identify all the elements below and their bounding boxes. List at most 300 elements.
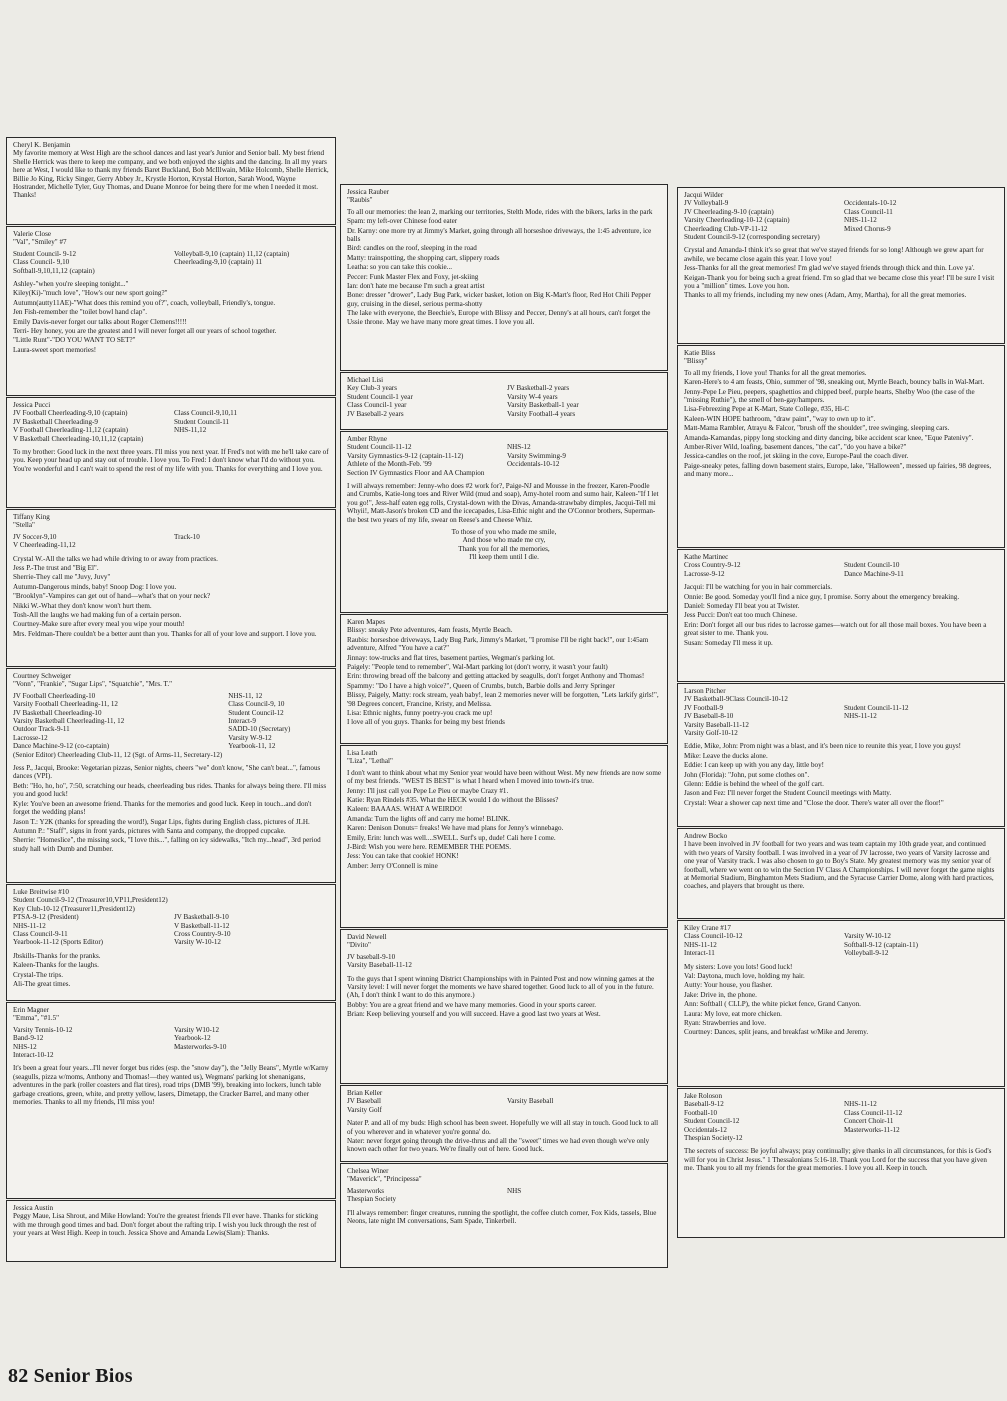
bio-text: Val: Daytona, much love, holding my hair. — [684, 972, 805, 981]
bio-text: Ian: don't hate me because I'm such a great artist — [347, 282, 485, 291]
activities-list — [684, 561, 998, 578]
activities-list — [13, 896, 329, 946]
activity-item: Thespian Society — [347, 1195, 397, 1204]
bio-text: Kiley(Ki)-"much love", "How's our new sport going?" — [13, 289, 168, 298]
activity-item: Varsity Golf-10-12 — [684, 729, 738, 738]
activity-item — [844, 721, 998, 729]
activity-item — [174, 1051, 329, 1059]
activity-item: NHS-11, 12 — [228, 691, 263, 700]
student-nickname: "Stella" — [13, 521, 35, 530]
bio-box — [340, 184, 668, 371]
activity-item: NHS-11-12 — [13, 921, 46, 930]
student-name: Amber Rhyne — [347, 435, 387, 443]
bio-box — [677, 187, 1005, 344]
bio-text: Matty: trainspotting, the shopping cart, slippery roads — [347, 253, 500, 262]
bio-box — [340, 745, 668, 928]
activity-item: Varsity Golf — [347, 1105, 382, 1114]
bio-text: Amber: Jerry O'Connell is mine — [347, 861, 438, 870]
student-name: David Newell — [347, 933, 387, 941]
activity-item: Thespian Society-12 — [684, 1134, 743, 1143]
bio-text: Brian: Keep believing yourself and you will succeed. Have a good last two years at West. — [347, 1010, 601, 1019]
bio-text: Nater P. and all of my buds: High school has been sweet. Hopefully we will all stay in touch. Good luck to all of you wherever and in whatever you're gonna' do. — [347, 1119, 659, 1136]
bio-text: My sisters: Love you lots! Good luck! — [684, 962, 793, 971]
activity-item: Student Council-1 year — [347, 392, 413, 401]
activity-item: Varsity Football-4 years — [507, 409, 576, 418]
activity-item: Softball-9-12 (captain-11) — [844, 940, 918, 949]
student-name: Erin Magner — [13, 1006, 50, 1014]
activity-item: Volleyball-9-12 — [844, 949, 889, 958]
activity-item: Student Council-11 — [174, 417, 230, 426]
bio-text: Kaleen: BAAAAS. WHAT A WEIRDO! — [347, 805, 463, 814]
activity-item: JV Baseball-8-10 — [684, 712, 734, 721]
activity-item: Yearbook-11, 12 — [228, 742, 276, 751]
bio-text: Eddie: I can keep up with you any day, little boy! — [684, 761, 824, 770]
bio-box — [6, 397, 336, 508]
activity-item — [174, 541, 329, 549]
activity-item: Occidentals-12 — [684, 1125, 727, 1134]
activity-item — [507, 953, 661, 961]
student-name: Valerie Close — [13, 230, 52, 238]
activity-item — [174, 267, 329, 275]
activity-item: JV Basketball-9Class Council-10-12 — [684, 695, 788, 704]
activity-item: Varsity Baseball — [507, 1097, 554, 1106]
bio-text: I'll always remember: finger creatures, running the spotlight, the coffee clutch corner, Fox Kids, tassels, Blue Neons, late night IM conversations, Sam Spade, Tinkerbell. — [347, 1208, 657, 1226]
bio-text: Courtney: Dances, split jeans, and breakfast w/Mike and Jeremy. — [684, 1028, 869, 1037]
bio-text: Crystal W.-All the talks we had while driving to or away from practices. — [13, 554, 218, 563]
student-name: Karen Mapes — [347, 618, 386, 626]
bio-text: Ashley-"when you're sleeping tonight..." — [13, 280, 129, 289]
activity-item: Student Council-10 — [844, 561, 900, 570]
activity-item: Class Council-9, 10 — [228, 700, 285, 709]
activity-item: Occidentals-10-12 — [844, 199, 897, 208]
bio-text: Jenny: I'll just call you Pepe Le Pieu or maybe Crazy #1. — [347, 786, 509, 795]
bio-box — [6, 226, 336, 396]
poem — [347, 528, 661, 562]
activity-item: Cross Country-9-10 — [174, 930, 231, 939]
activity-item: Lacrosse-9-12 — [684, 569, 725, 578]
bio-box — [677, 345, 1005, 548]
bio-text: J-Bird: Wish you were here. REMEMBER THE POEMS. — [347, 843, 511, 852]
activity-item: NHS — [507, 1186, 522, 1195]
activity-item — [507, 469, 661, 477]
bio-text: Erin: Don't forget all our bus rides to lacrosse games—watch out for all those mail boxes. You have been a great sister to me. Thank you. — [684, 620, 987, 638]
bio-text: Jbskills-Thanks for the pranks. — [13, 951, 101, 960]
bio-text: It's been a great four years...I'll never forget bus rides (esp. the "snow day"), the "Jelly Beans", Myrtle w/Karny (seagulls, pizza w/moms, Anthony and Thomas!—they wanted us), Wegmans' parking lot shenanigans, adventures in the park (roller coasters and flat tires), road trips (DMB '99), breaking into lockers, lunch table garbage creations, green, white, and pretty yellow, lasers, Dimetapp, the Cracker Barrel, and many other memories. Thanks to all my friends, I'll miss you! — [13, 1064, 329, 1107]
activities-list — [13, 533, 329, 550]
student-name: Larson Pitcher — [684, 687, 726, 695]
student-nickname: "Emma", "#1.5" — [13, 1014, 60, 1023]
activity-item: Yearbook-11-12 (Sports Editor) — [13, 938, 104, 947]
activity-item: Track-10 — [174, 532, 200, 541]
bio-box — [6, 884, 336, 1001]
activity-item: Varsity Basketball Cheerleading-11, 12 — [13, 717, 125, 726]
student-name: Kiley Crane #17 — [684, 924, 731, 932]
poem-line: Thank you for all the memories, — [458, 544, 550, 553]
activity-item: JV Football-9 — [684, 703, 724, 712]
activity-item: Varsity Tennis-10-12 — [13, 1025, 73, 1034]
activity-item: Class Council-10-12 — [684, 932, 743, 941]
student-name: Michael Lisi — [347, 376, 384, 384]
bio-text: Susan: Someday I'll mess it up. — [684, 638, 773, 647]
bio-text: Glenn: Eddie is behind the wheel of the golf cart. — [684, 780, 824, 789]
activity-item — [844, 695, 998, 703]
activity-item: Cheerleading Club-VP-11-12 — [684, 224, 768, 233]
activity-item: Varsity Baseball-11-12 — [347, 961, 412, 970]
activity-item: Student Council-9-12 (corresponding secretary) — [684, 233, 820, 242]
bio-text: Bobby: You are a great friend and we have many memories. Good in your sports career. — [347, 1000, 597, 1009]
activity-item: JV Baseball-2 years — [347, 409, 404, 418]
bio-text: Jess-Thanks for all the great memories! I'm glad we've stayed friends through thick and thin. Love ya'. — [684, 264, 975, 273]
bio-text: Crystal: Wear a shower cap next time and "Close the door. There's water all over the floor!" — [684, 798, 944, 807]
bio-text: Spam: my left-over Chinese food eater — [347, 217, 458, 226]
bio-text: Kaleen-Thanks for the laughs. — [13, 961, 99, 970]
activity-item: PTSA-9-12 (President) — [13, 913, 79, 922]
activities-list — [684, 1100, 998, 1142]
bio-text: Tosh-All the laughs we had making fun of a certain person. — [13, 611, 182, 620]
bio-box — [6, 1002, 336, 1199]
activities-list — [347, 953, 661, 970]
bio-text: Raubis: horseshoe driveways, Lady Bug Park, Jimmy's Market, "I promise I'll be right back!", our 1:45am adventure, Alfred "You have a cat?" — [347, 635, 649, 653]
activity-item — [228, 751, 329, 759]
bio-text: Lisa: Ethnic nights, funny poetry-you crack me up! — [347, 709, 493, 718]
activity-item: Athlete of the Month-Feb. '99 — [347, 460, 432, 469]
bio-box — [677, 683, 1005, 827]
bio-text: Katie: Ryan Rindels #35. What the HECK would I do without the Blisses? — [347, 796, 559, 805]
student-name: Jacqui Wilder — [684, 191, 724, 199]
activity-item: NHS-12 — [507, 443, 531, 452]
bio-text: Sherrie: "Homeslice", the missing sock, "I love this...", falling on icy sidewalks, "Itch my...head", 3rd period study hall with Dumb and Dumber. — [13, 836, 321, 853]
activities-list — [347, 384, 661, 418]
student-nickname: "Raubis" — [347, 196, 373, 205]
bio-text: Ali-The great times. — [13, 980, 71, 989]
bio-text: Leatha: so you can take this cookie... — [347, 263, 452, 272]
activity-item: Student Council-12 — [684, 1117, 740, 1126]
activities-list — [684, 199, 998, 241]
bio-text: Onnie: Be good. Someday you'll find a nice guy, I promise. Sorry about the emergency breaking. — [684, 592, 960, 601]
student-nickname: "Liza", "Lethal" — [347, 757, 393, 766]
bio-box — [677, 920, 1005, 1087]
bio-text: Amanda: Turn the lights off and carry me home! BLINK. — [347, 814, 510, 823]
bio-text: My favorite memory at West High are the school dances and last year's Junior and Senior ball. My best friend Shelle Herrick was there to keep me company, and we both enjoyed the sights and the dancing. In all my years here at West, I would like to thank my friends Baret Buckland, Bob McIllwain, Mike Holcomb, Shelle Herrick, Billie Jo King, Ricky Singer, Gerry Abbey Jr., Krystle Horton, Krystal Horton, Sarah Wood, Wayne Hostrander, Michelle Tyler, Guy Thomas, and Duane Monroe for being there for me when I needed it most. Thanks! — [13, 149, 329, 200]
bio-text: Laura-sweet sport memories! — [13, 345, 97, 354]
poem-line: I'll keep them until I die. — [469, 553, 539, 562]
activity-item: Key Club-10-12 (Treasurer11,President12) — [13, 904, 135, 913]
activity-item — [507, 1195, 661, 1203]
activity-item: JV baseball-9-10 — [347, 952, 396, 961]
activity-item: V Cheerleading-11,12 — [13, 541, 76, 550]
bio-text: Amanda-Kamandas, pippy long stocking and dirty dancing, bike accident scar knee, "Eque Patenivy". — [684, 433, 974, 442]
bio-text: Thanks to all my friends, including my new ones (Adam, Amy, Martha), for all the great memories. — [684, 291, 967, 300]
student-nickname: "Vonn", "Frankie", "Sugar Lips", "Squatchie", "Mrs. T." — [13, 680, 172, 689]
activity-item: Key Club-3 years — [347, 384, 398, 393]
student-nickname: "Divito" — [347, 941, 371, 950]
activity-item: Lacrosse-12 — [13, 733, 48, 742]
activity-item: Varsity Basketball-1 year — [507, 401, 579, 410]
activity-item: (Senior Editor) Cheerleading Club-11, 12 (Sgt. of Arms-11, Secretary-12) — [13, 750, 223, 759]
activity-item — [844, 729, 998, 737]
student-name: Courtney Schweiger — [13, 672, 72, 680]
activities-list — [684, 695, 998, 737]
bio-text: Bird: candles on the roof, sleeping in the road — [347, 244, 477, 253]
bio-box — [6, 509, 336, 667]
bio-text: Daniel: Someday I'll beat you at Twister. — [684, 602, 800, 611]
activity-item: NHS-11-12 — [684, 940, 717, 949]
activity-item: Cross Country-9-12 — [684, 561, 741, 570]
bio-text: Jason and Fez: I'll never forget the Student Council meetings with Matty. — [684, 789, 892, 798]
student-name: Andrew Bocko — [684, 832, 728, 840]
student-name: Jake Roloson — [684, 1092, 723, 1100]
activity-item — [844, 233, 998, 241]
bio-text: Emily Davis-never forget our talks about Roger Clemens!!!!! — [13, 317, 187, 326]
bio-text: I love all of you guys. Thanks for being my best friends — [347, 718, 505, 727]
activity-item: Occidentals-10-12 — [507, 460, 560, 469]
bio-text: Jess P.-The trust and "Big El". — [13, 564, 99, 573]
activities-list — [13, 692, 329, 759]
bio-box — [340, 1163, 668, 1268]
bio-text: The secrets of success: Be joyful always; pray continually; give thanks in all circumstances, for this is God's will for you in Christ Jesus." 1 Thessalonians 5:16-18. Thank you Lord for the success that you have given me. Thank you to all my friends for the great memories. I love you all. Keep in touch. — [684, 1147, 992, 1173]
bio-text: I have been involved in JV football for two years and was team captain my 10th grade year, and continued with two years of Varsity football. I was involved in a year of JV lacrosse, two years of Varsity lacrosse and one year of Varsity track. I was also chosen to go to Boy's State. My greatest memory was my senior year of football, where we went on to win the Section IV Class A Championships. I will never forget the game nights at Memorial Stadium, Binghamton Mets Stadium, and the Syracuse Carrier Dome, along with hard practices, coaches, and players that brought us there. — [684, 840, 995, 891]
activity-item: Class Council-1 year — [347, 401, 407, 410]
activity-item — [174, 435, 329, 443]
student-name: Cheryl K. Benjamin — [13, 141, 71, 149]
bio-text: I will always remember: Jenny-who does #2 work for?, Paige-NJ and Mousse in the freezer, Karen-Poodle and Crumbs, Katie-long toes and River Wild (mud and soap), Amy-hotel room and sumo hair, Kaleen-"If I let you go!", Jess-half eaten egg rolls, Crystal-down with the Divas, Amanda-strawbaby dimples, Jacqui-Tell mi Whyii!, Matt-Jason's broken CD and the icecapades, Lisa-Ethic night and the O'Connor brothers, Superman-the best two years of my life, swear on Reese's and Cheese Whiz. — [347, 482, 659, 524]
activity-item: Varsity W-9-12 — [228, 733, 272, 742]
activity-item — [844, 1134, 998, 1142]
bio-text: Nikki W.-What they don't know won't hurt them. — [13, 601, 152, 610]
activity-item: Student Council-11-12 — [844, 703, 909, 712]
activity-item: Varsity Swimming-9 — [507, 451, 566, 460]
bio-text: Blissy, Paigely, Matty: rock stream, yeah baby!, lean 2 memories never will be forgotten, "Lets larkify girls!", '98 Degrees concert, Francine, Kristy, and Melissa. — [347, 691, 659, 708]
student-nickname: "Maverick", "Principessa" — [347, 1175, 422, 1184]
bio-box — [340, 614, 668, 744]
bio-text: "Little Runt"-"DO YOU WANT TO SET?" — [13, 336, 136, 345]
bio-text: I don't want to think about what my Senior year would have been without West. My new friends are now some of my best friends. "WEST IS BEST" is what I heard when I moved into town-it's true. — [347, 768, 662, 786]
bio-box — [677, 1088, 1005, 1238]
activity-item: JV Basketball Cheerleading-9 — [13, 417, 98, 426]
bio-text: Karen-Here's to 4 am feasts, Ohio, summer of '98, sneaking out, Myrtle Beach, bouncy balls in Wal-Mart. — [684, 378, 985, 387]
student-name: Lisa Leath — [347, 749, 378, 757]
bio-text: Nater: never forget going through the drive-thrus and all the "sweet" times we had even though we've only known each other for two years. We're finally out of here. Good luck. — [347, 1137, 650, 1154]
bio-text: Beth: "Ho, ho, ho", 7:50, scratching our heads, cheerleading bus rides. Thanks for always being there. I'll miss you and good luck! — [13, 781, 327, 799]
bio-box — [340, 929, 668, 1084]
activity-item: Baseball-9-12 — [684, 1100, 724, 1109]
activity-item: Student Council-11-12 — [347, 443, 412, 452]
activity-item: Masterworks-9-10 — [174, 1042, 227, 1051]
activity-item — [174, 905, 329, 913]
activity-item: Varsity Cheerleading-10-12 (captain) — [684, 216, 790, 225]
student-nickname: "Blissy" — [684, 357, 708, 366]
page-title: 82 Senior Bios — [8, 1365, 133, 1387]
activity-item: JV Basketball-9-10 — [174, 913, 229, 922]
activity-item: Class Council- 9,10 — [13, 258, 70, 267]
bio-text: Erin: throwing bread off the balcony and getting attacked by seagulls, don't forget Anthony and Thomas! — [347, 672, 645, 681]
bio-text: Amber-River Wild, loafing, basement dances, "the cat", "do you have a bike?" — [684, 443, 907, 452]
bio-text: Peccer: Funk Master Flex and Foxy, jet-skiing — [347, 272, 479, 281]
activity-item: Varsity Football Cheerleading-11, 12 — [13, 700, 118, 709]
bio-text: "Brooklyn"-Vampires can get out of hand—what's that on your neck? — [13, 592, 211, 601]
bio-text: Kaleen-WIN HOPE bathroom, "draw paint", "way to own up to it". — [684, 414, 876, 423]
activity-item: NHS-11-12 — [844, 216, 877, 225]
activity-item: Dance Machine-9-12 (co-captain) — [13, 742, 110, 751]
activity-item: JV Football Cheerleading-10 — [13, 691, 96, 700]
activity-item: JV Basketball-2 years — [507, 384, 570, 393]
bio-text: To all my friends, I love you! Thanks for all the great memories. — [684, 368, 867, 377]
student-name: Tiffany King — [13, 513, 50, 521]
student-name: Brian Keller — [347, 1089, 383, 1097]
activity-item: Concert Choir-11 — [844, 1117, 894, 1126]
bio-text: Kyle: You've been an awesome friend. Thanks for the memories and good luck. Keep in touch...and don't forget the wedding plans! — [13, 799, 312, 817]
activity-item: JV Football Cheerleading-9,10 (captain) — [13, 409, 128, 418]
bio-text: Sherrie-They call me "Juvy, Juvy" — [13, 573, 111, 582]
bio-text: Autumn P.: "Staff", signs in front yards, pictures with Santa and company, the dropped cupcake. — [13, 826, 286, 835]
activity-item: Class Council-11 — [844, 207, 893, 216]
bio-text: Jen Fish-remember the "toilet bowl hand clap". — [13, 308, 148, 317]
poem-line: To those of you who made me smile, — [451, 528, 557, 537]
poem-line: And those who made me cry, — [462, 536, 546, 545]
activity-item: Varsity W10-12 — [174, 1025, 219, 1034]
bio-text: Jess Pucci: Don't eat too much Chinese. — [684, 611, 797, 620]
bio-text: Dr. Karny: one more try at Jimmy's Market, going through all horseshoe driveways, the 1:45 adventure, ice balls — [347, 226, 652, 244]
bio-text: Ryan: Strawberries and love. — [684, 1019, 767, 1028]
bio-box — [340, 431, 668, 613]
activities-list — [684, 932, 998, 957]
activity-item — [507, 961, 661, 969]
bio-text: Emily, Erin: lunch was well....SWELL. Surf's up, dude! Cali here I come. — [347, 833, 556, 842]
bio-text: The lake with everyone, the Beechie's, Europe with Blissy and Peccer, Denny's at all hours, can't forget the Ussie throne. May we have many more great times. I love you all. — [347, 309, 651, 326]
bio-box — [677, 828, 1005, 919]
bio-text: Courtney-Make sure after every meal you wipe your mouth! — [13, 620, 185, 629]
activity-item — [174, 896, 329, 904]
activity-item: Class Council-11-12 — [844, 1108, 903, 1117]
bio-text: Spammy: "Do I have a high voice?", Queen of Crumbs, butch, Barbie dolls and Jerry Springer — [347, 681, 615, 690]
activity-item: Varsity Baseball-11-12 — [684, 720, 749, 729]
bio-text: Mrs. Feldman-There couldn't be a better aunt than you. Thanks for all of your love and support. I love you. — [13, 629, 317, 638]
activity-item: JV Cheerleading-9-10 (captain) — [684, 207, 774, 216]
activity-item: JV Soccer-9,10 — [13, 532, 57, 541]
activity-item: Interact-11 — [684, 949, 715, 958]
activity-item: NHS-12 — [13, 1042, 37, 1051]
bio-text: Jess: You can take that cookie! HONK! — [347, 852, 459, 861]
activity-item: Section IV Gymnastics Floor and AA Champion — [347, 468, 485, 477]
bio-box — [340, 1085, 668, 1162]
bio-text: Crystal-The trips. — [13, 970, 64, 979]
bio-text: Autumn(autty11AE)-"What does this remind you of?", coach, volleyball, Friendly's, tongue. — [13, 298, 276, 307]
activity-item: SADD-10 (Secretary) — [228, 725, 291, 734]
activity-item: Interact-10-12 — [13, 1051, 54, 1060]
activity-item: Mixed Chorus-9 — [844, 224, 891, 233]
activity-item: Softball-9,10,11,12 (captain) — [13, 266, 95, 275]
student-name: Jessica Pucci — [13, 401, 51, 409]
bio-text: Jason T.: Y2K (thanks for spreading the word!), Sugar Lips, fights during English class, pictures of JLH. — [13, 817, 310, 826]
bio-text: Jacqui: I'll be watching for you in hair commercials. — [684, 583, 833, 592]
activity-item: Student Council- 9-12 — [13, 249, 77, 258]
bio-text: To all our memories: the lean 2, marking our territories, Stelth Mode, rides with the bikers, larks in the park — [347, 207, 653, 216]
bio-text: Bone: dresser "drower", Lady Bug Park, wicker basket, lotion on Big K-Mart's floor, Red Hot Chili Pepper guy, cruising in the diesel, serious perma-shotty — [347, 291, 651, 308]
activity-item: Dance Machine-9-11 — [844, 569, 904, 578]
activity-item: Varsity W-4 years — [507, 392, 558, 401]
bio-text: Peggy Maue, Lisa Shrout, and Mike Howland: You're the greatest friends I'll ever have. Thanks for sticking with me through good times and bad. Don't forget about the rafting trip. I wish you luck through the rest of your years at West High. Keep in touch. Jessica Shove and Amanda Lewis(Slam): Thanks. — [13, 1212, 319, 1238]
activity-item: Masterworks-11-12 — [844, 1125, 900, 1134]
activities-list — [347, 1187, 661, 1204]
bio-text: Crystal and Amanda-I think it's so great that we've stayed friends for so long! Although we grew apart for awhile, we became close again this year. I love you! — [684, 246, 984, 263]
bio-text: Ann: Softball ( CLLP), the white picket fence, Grand Canyon. — [684, 1000, 861, 1009]
activity-item: Varsity W-10-12 — [844, 932, 891, 941]
activity-item: V Football Cheerleading-11,12 (captain) — [13, 426, 129, 435]
activities-list — [13, 250, 329, 275]
bio-text: Blissy: sneaky Pete adventures, 4am feasts, Myrtle Beach. — [347, 626, 513, 635]
activity-item: Cheerleading-9,10 (captain) 11 — [174, 258, 263, 267]
student-nickname: "Val", "Smiley" #7 — [13, 238, 67, 247]
bio-text: Mike: Leave the ducks alone. — [684, 751, 768, 760]
bio-text: To my brother: Good luck in the next three years. I'll miss you next year. If Fred's not with me he'll take care of you. Keep your head up and stay out of trouble. I love you. To Fred: I don't know what I'd do without you. You're wonderful and I can't wait to spend the rest of my life with you. Thanks for everything and I love you. — [13, 448, 329, 473]
activity-item: Class Council-9-11 — [13, 930, 68, 939]
activity-item: Student Council-12 — [228, 708, 284, 717]
bio-text: Eddie, Mike, John: Prom night was a blast, and it's been nice to reunite this year, I love you guys! — [684, 742, 962, 751]
activity-item: Class Council-9,10,11 — [174, 409, 237, 418]
activity-item: Volleyball-9,10 (captain) 11,12 (captain) — [174, 249, 290, 258]
activity-item: Interact-9 — [228, 717, 256, 726]
activities-list — [13, 1026, 329, 1060]
activity-item — [507, 1106, 661, 1114]
activity-item: V Basketball-11-12 — [174, 921, 230, 930]
bio-text: Matt-Mama Rambler, Atrayu & Falcor, "brush off the shoulder", tree swinging, sleeping cars. — [684, 424, 950, 433]
bio-text: Autumn-Dangerous minds, baby! Snoop Dog: I love you. — [13, 582, 177, 591]
bio-text: Jinnay: tow-trucks and flat tires, basement parties, Wegman's parking lot. — [347, 653, 555, 662]
activity-item: V Basketball Cheerleading-10,11,12 (captain) — [13, 434, 144, 443]
bio-text: Jenny-Pepe Le Pieu, peepers, spaghettios and chipped beef, purple hearts, Shelby Woo (the case of the "missing Ruthie"), the smell of ben-gay/hampers. — [684, 387, 975, 405]
activity-item: Masterworks — [347, 1186, 385, 1195]
student-name: Jessica Rauber — [347, 188, 389, 196]
activities-list — [347, 443, 661, 477]
activity-item: NHS-11-12 — [844, 712, 877, 721]
bio-box — [340, 372, 668, 430]
bio-box — [6, 137, 336, 225]
activity-item: Yearbook-12 — [174, 1034, 211, 1043]
activity-item: Football-10 — [684, 1108, 718, 1117]
student-name: Kathe Martinec — [684, 553, 729, 561]
activity-item: Varsity Gymnastics-9-12 (captain-11-12) — [347, 451, 464, 460]
bio-text: Autty: Your house, you flasher. — [684, 981, 773, 990]
bio-text: Karen: Denison Donuts= freaks! We have mad plans for Jenny's winnebago. — [347, 824, 564, 833]
bio-text: Paige-sneaky petes, falling down basement stairs, Europe, lake, "Halloween", messed up fairies, 98 degrees, and many more... — [684, 461, 992, 479]
activity-item: NHS-11,12 — [174, 426, 207, 435]
activity-item: Varsity W-10-12 — [174, 938, 221, 947]
bio-text: Paigely: "People tend to remember", Wal-Mart parking lot (don't worry, it wasn't your fault) — [347, 663, 608, 672]
activities-list — [347, 1097, 661, 1114]
activity-item: NHS-11-12 — [844, 1100, 877, 1109]
bio-box — [6, 1200, 336, 1262]
bio-text: Lisa-Febreezing Pepe at K-Mart, State College, #35, Hi-C — [684, 405, 850, 414]
bio-text: John (Florida): "John, put some clothes on". — [684, 770, 810, 779]
bio-text: Jessica-candles on the roof, jet skiing in the cove, Europe-Paul the coach diver. — [684, 452, 909, 461]
bio-text: To the guys that I spent winning District Championships with in Painted Post and now winning games at the Varsity level: I will never forget the moments we have shared together. Good luck to all of you in the future. (Ah, I don't think I want to do this anymore.) — [347, 974, 655, 1000]
student-name: Jessica Austin — [13, 1204, 53, 1212]
activity-item: Student Council-9-12 (Treasurer10,VP11,President12) — [13, 896, 168, 905]
bio-text: Terri- Hey honey, you are the greatest and I will never forget all our years of school together. — [13, 327, 277, 336]
bio-box — [6, 668, 336, 883]
activity-item: Outdoor Track-9-11 — [13, 725, 70, 734]
bio-text: Jess P., Jacqui, Brooke: Vegetarian pizzas, Senior nights, cheers "we" don't know, "She can't beat...", famous dances (VPI). — [13, 764, 321, 781]
activity-item: JV Baseball — [347, 1097, 381, 1106]
student-name: Luke Breitwise #10 — [13, 888, 69, 896]
activity-item: Band-9-12 — [13, 1034, 44, 1043]
activity-item: JV Basketball Cheerleading-10 — [13, 708, 102, 717]
bio-text: Laura: My love, eat more chicken. — [684, 1009, 782, 1018]
activity-item: JV Volleyball-9 — [684, 199, 729, 208]
bio-box — [677, 549, 1005, 682]
student-name: Chelsea Winer — [347, 1167, 389, 1175]
bio-text: Keigan-Thank you for being such a great friend. I'm so glad that we became close this year! I'll be sure I visit you a "million" times. Love you hon. — [684, 273, 995, 291]
